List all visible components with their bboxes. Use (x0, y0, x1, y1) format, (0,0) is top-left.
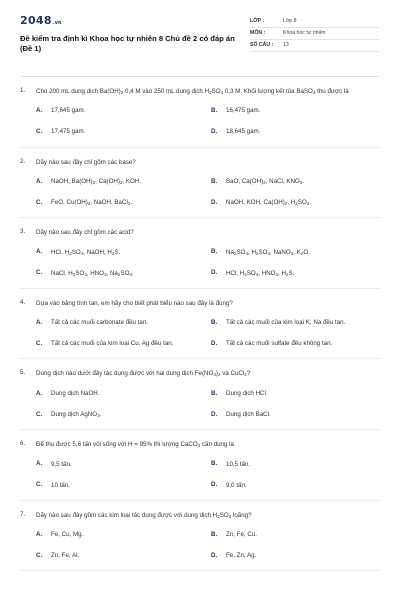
option-text: Zn, Fe, Cu. (226, 531, 257, 539)
question-text: Cho 200 mL dung dịch $Ba(OH)_2$ 0,4 M vào 250 mL dung dịch $H_2SO_4$ 0,3 M. Khối lượng kết tủa BaSO$_4$ thu được là (36, 88, 349, 95)
question-head (20, 365, 380, 379)
answer-option[interactable] (211, 122, 386, 143)
answer-option[interactable] (36, 545, 211, 566)
option-text: 17,475 gam. (51, 128, 86, 136)
answer-options (36, 312, 380, 354)
question-head (20, 224, 380, 238)
question-text: Dựa vào bảng tính tan, em hãy cho biết phát biểu nào sau đây là đúng? (36, 299, 233, 307)
answer-options (36, 524, 380, 566)
option-text: Zn, Fe, Al. (51, 552, 80, 560)
document-title: Đề kiểm tra định kì Khoa học tự nhiên 8 Chủ đề 2 có đáp án (Đề 1) (20, 34, 235, 54)
answer-option[interactable] (36, 192, 211, 213)
answer-option[interactable] (211, 263, 386, 284)
question-text: Dãy nào sau đây chỉ gồm các base? (36, 158, 136, 166)
header-left (20, 14, 235, 54)
question-item (20, 295, 380, 360)
question-item (20, 436, 380, 501)
question-number: 7. (20, 510, 26, 518)
answer-option[interactable] (211, 404, 386, 425)
question-text: Dung dịch nào dưới đây tác dụng được với hai dung dịch $Fe(NO_3)_2$ và CuCl$_2$? (36, 370, 251, 378)
option-letter: A. (36, 530, 43, 538)
question-number: 4. (20, 298, 26, 306)
document-header (20, 14, 380, 64)
option-text: Dung dịch NaOH. (51, 389, 100, 397)
answer-option[interactable] (211, 454, 386, 475)
question-text: Để thu được 5,6 tấn vôi sống với H = 95% thì lượng CaCO$_3$ cần dùng là (36, 441, 234, 449)
option-letter: C. (36, 269, 43, 277)
option-text: Tất cả các muối của kim loại K, Na đều tan. (226, 319, 346, 327)
answer-option[interactable] (36, 333, 211, 354)
site-logo[interactable] (20, 14, 235, 28)
answer-option[interactable] (36, 312, 211, 333)
answer-option[interactable] (211, 383, 386, 404)
question-text: Dãy nào sau đây gồm các kim loại tác dụng được với dung dịch $H_2SO_4$ loãng? (36, 511, 252, 519)
question-item (20, 507, 380, 572)
meta-label: MÔN : (250, 30, 266, 37)
answer-option[interactable] (36, 242, 211, 263)
answer-options (36, 383, 380, 425)
option-letter: A. (36, 177, 43, 185)
option-letter: A. (36, 389, 43, 397)
answer-option[interactable] (211, 475, 386, 496)
question-head (20, 295, 380, 309)
answer-option[interactable] (36, 404, 211, 425)
option-text: 17,645 gam. (51, 107, 86, 115)
answer-option[interactable] (211, 101, 386, 122)
option-letter: C. (36, 410, 43, 418)
option-text: Dung dịch BaCl. (226, 410, 271, 418)
answer-options (36, 242, 380, 284)
option-text: NaCl, $H_2SO_4$, $HNO_3$, $Na_2SO_4$. (51, 269, 134, 277)
answer-option[interactable] (211, 545, 386, 566)
option-text: Tất cả các muối carbonate đều tan. (51, 319, 148, 327)
answer-option[interactable] (36, 475, 211, 496)
meta-value: 13 (283, 42, 289, 49)
question-number: 6. (20, 440, 26, 448)
option-letter: B. (211, 107, 218, 115)
option-letter: B. (211, 248, 218, 256)
answer-options (36, 171, 380, 213)
meta-value: Lớp 8 (283, 18, 297, 25)
meta-label: LỚP : (250, 18, 265, 25)
question-text: Dãy nào sau đây chỉ gồm các acid? (36, 229, 134, 237)
meta-row-class (250, 16, 380, 28)
question-item (20, 224, 380, 289)
logo-domain-text: .vn (52, 20, 62, 26)
answer-option[interactable] (36, 383, 211, 404)
option-letter: A. (36, 318, 43, 326)
option-text: BaO, $Ca(OH)_2$, NaCl, $KNO_3$. (226, 178, 305, 186)
option-text: $Na_2SO_4$, $H_2SO_4$, NaNO$_3$, $K_2O$. (226, 248, 310, 256)
option-text: 9,5 tấn. (51, 460, 72, 468)
meta-row-subject (250, 28, 380, 40)
option-text: HCl, $H_2SO_4$, $HNO_3$, $H_2S$. (226, 269, 295, 277)
option-text: 18,645 gam. (226, 128, 261, 136)
question-item (20, 83, 380, 148)
option-text: Fe, Zn, Ag. (226, 552, 257, 560)
option-text: Fe, Cu, Mg. (51, 531, 84, 539)
question-number: 3. (20, 228, 26, 236)
option-letter: D. (211, 128, 218, 136)
option-letter: A. (36, 248, 43, 256)
meta-value: Khoa học tự nhiên (283, 30, 326, 37)
option-letter: C. (36, 551, 43, 559)
option-text: 9,0 tấn. (226, 481, 247, 489)
answer-option[interactable] (211, 192, 386, 213)
option-text: Dung dịch HCl. (226, 389, 268, 397)
option-letter: B. (211, 530, 218, 538)
question-list (20, 83, 380, 571)
option-letter: B. (211, 389, 218, 397)
option-text: NaOH, KOH, $Ca(OH)_2$, $H_2SO_4$. (226, 199, 312, 207)
question-item (20, 154, 380, 219)
option-text: NaOH, $Ba(OH)_2$, $Ca(OH)_2$, KOH. (51, 178, 142, 186)
option-text: 16,475 gam. (226, 107, 261, 115)
answer-option[interactable] (36, 122, 211, 143)
answer-option[interactable] (211, 242, 386, 263)
question-item (20, 365, 380, 430)
option-letter: D. (211, 269, 218, 277)
option-letter: D. (211, 339, 218, 347)
answer-option[interactable] (211, 333, 386, 354)
option-letter: D. (211, 198, 218, 206)
option-letter: C. (36, 339, 43, 347)
option-text: 10 tấn. (51, 481, 70, 489)
option-text: Tất cả các muối của kim loại Cu, Ag đều tan. (51, 340, 174, 348)
option-letter: D. (211, 551, 218, 559)
logo-main-text: 2048 (20, 14, 52, 27)
option-letter: D. (211, 481, 218, 489)
option-letter: A. (36, 107, 43, 115)
question-head (20, 83, 380, 97)
option-text: 10,5 tấn. (226, 460, 251, 468)
question-number: 2. (20, 157, 26, 165)
answer-option[interactable] (211, 171, 386, 192)
answer-option[interactable] (36, 524, 211, 545)
answer-option[interactable] (36, 101, 211, 122)
question-head (20, 154, 380, 168)
answer-options (36, 454, 380, 496)
question-head (20, 507, 380, 521)
question-number: 1. (20, 87, 26, 94)
option-letter: B. (211, 460, 218, 468)
option-letter: C. (36, 481, 43, 489)
answer-option[interactable] (36, 263, 211, 284)
option-letter: C. (36, 198, 43, 206)
meta-table (250, 16, 380, 52)
option-text: HCl, $H_2SO_4$, NaOH, $H_2S$. (51, 248, 121, 256)
meta-label: SỐ CÂU : (250, 42, 274, 49)
answer-option[interactable] (211, 524, 386, 545)
header-divider (20, 76, 380, 77)
answer-option[interactable] (36, 454, 211, 475)
meta-row-count (250, 40, 380, 52)
question-number: 5. (20, 369, 26, 377)
option-text: Tất cả các muối sulfate đều không tan. (226, 340, 333, 348)
option-letter: A. (36, 460, 43, 468)
answer-options (36, 101, 380, 143)
option-letter: D. (211, 410, 218, 418)
option-letter: B. (211, 177, 218, 185)
option-text: FeO, $Cu(OH)_2$, NaOH, BaCl$_2$. (51, 199, 133, 207)
option-letter: C. (36, 128, 43, 136)
option-letter: B. (211, 318, 218, 326)
option-text: Dung dịch AgNO$_3$. (51, 410, 102, 418)
answer-option[interactable] (36, 171, 211, 192)
question-head (20, 436, 380, 450)
answer-option[interactable] (211, 312, 386, 333)
